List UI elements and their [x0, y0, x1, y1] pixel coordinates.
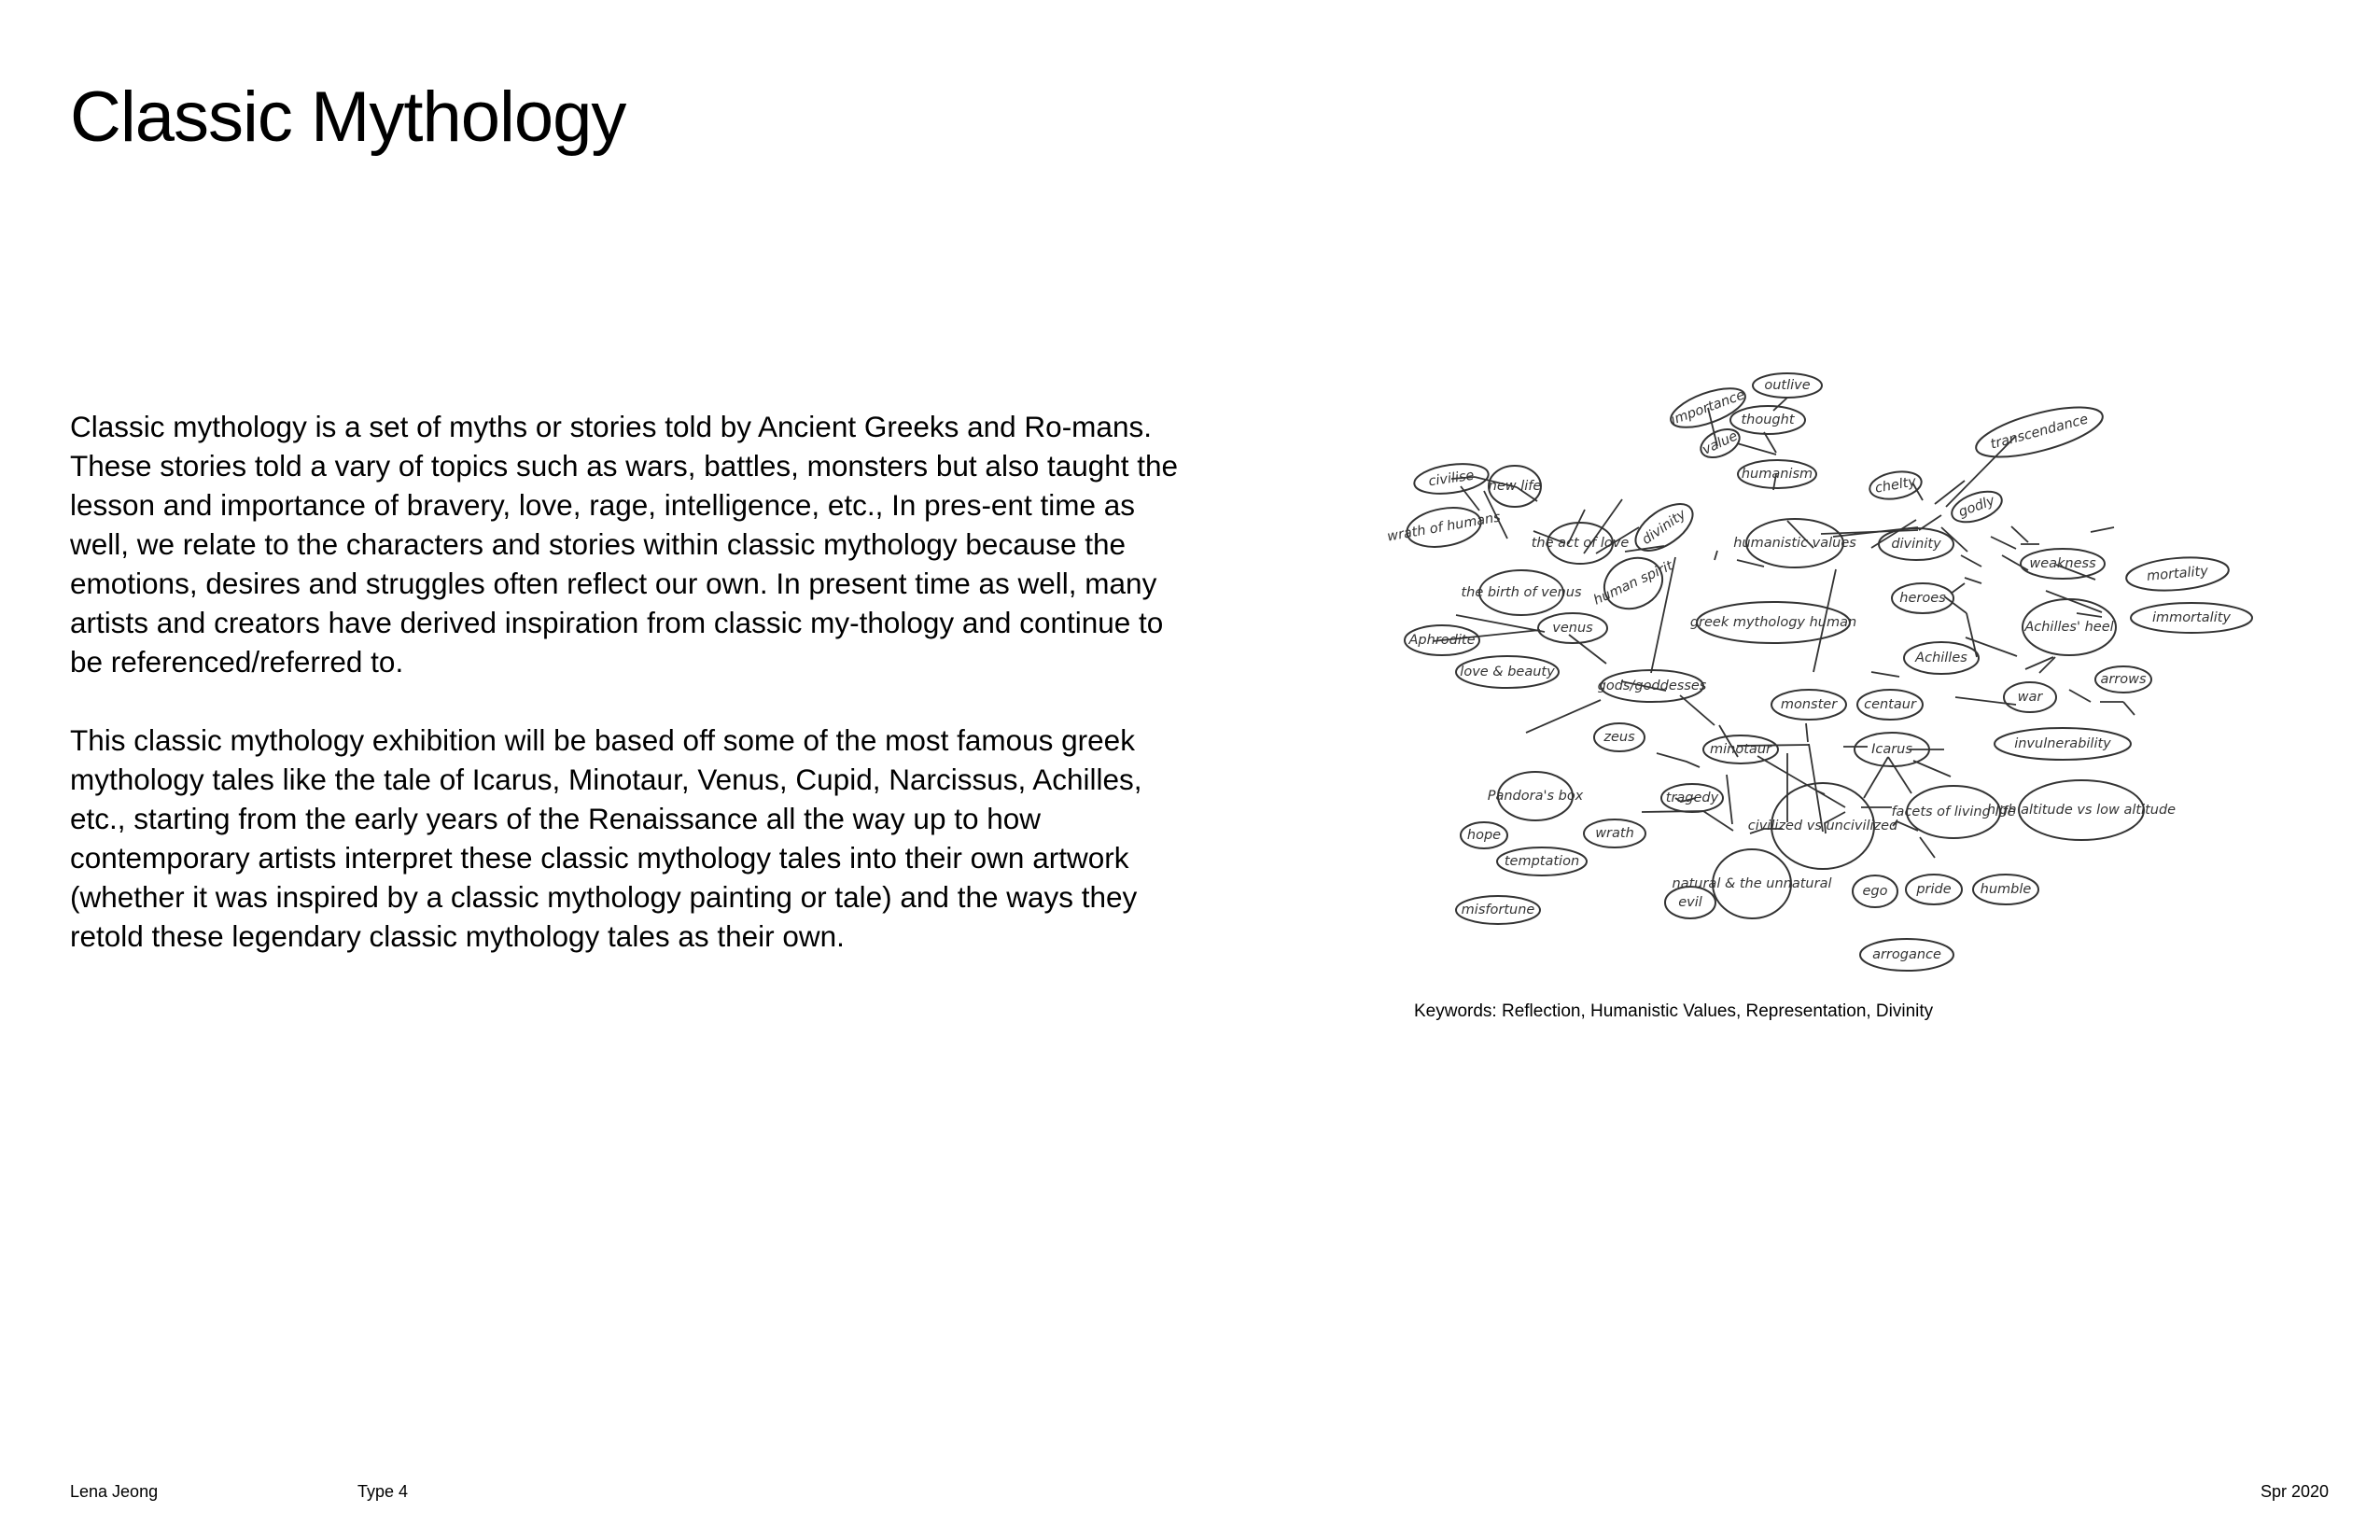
- mind-map-node: [1906, 875, 1962, 904]
- intro-paragraph: Classic mythology is a set of myths or stories told by Ancient Greeks and Ro-mans. These stories told a vary of topics such as wars, battles, monsters but also taught the lesson and importance of bravery, love, rage, intelligence, etc., In pres-ent time as well, we relate to the characters and stories within classic mythology because the emotions, desires and struggles often reflect our own. In present time as well, many artists and creators have derived inspiration from classic my-thology and continue to be referenced/referred to.: [70, 410, 1179, 679]
- node-label: value: [1700, 428, 1741, 458]
- node-label: divinity: [1639, 507, 1689, 548]
- node-label: heroes: [1899, 591, 1946, 606]
- node-label: new life: [1488, 479, 1542, 494]
- footer-course: Type 4: [357, 1482, 409, 1501]
- node-label: the act of love: [1531, 536, 1630, 551]
- mind-map-node: [1738, 460, 1816, 488]
- mind-map-node: [2023, 599, 2116, 655]
- mind-map-node: [2095, 666, 2151, 693]
- node-label: centaur: [1864, 697, 1916, 712]
- node-label: invulnerability: [2014, 736, 2111, 751]
- node-label: civilise: [1427, 468, 1476, 490]
- footer-author: Lena Jeong: [70, 1482, 159, 1501]
- mind-map-node: [1594, 723, 1645, 751]
- mind-map-node: [1853, 875, 1897, 907]
- mind-map-node: [1461, 822, 1507, 848]
- node-label: Icarus: [1871, 742, 1912, 757]
- node-label: ego: [1862, 884, 1888, 899]
- footer-term: Spr 2020: [2260, 1482, 2329, 1501]
- node-label: minotaur: [1710, 742, 1771, 757]
- mind-map-node: [1987, 780, 2176, 840]
- node-label: thought: [1741, 413, 1795, 427]
- mind-map-node: [1591, 549, 1676, 618]
- mind-map-node: [1733, 519, 1856, 567]
- node-label: evil: [1678, 895, 1702, 910]
- mind-map-node: [1584, 819, 1645, 847]
- node-label: misfortune: [1461, 903, 1535, 917]
- mind-map-node: [1405, 625, 1479, 655]
- mind-map-node: [1748, 783, 1898, 869]
- node-label: Achilles: [1915, 651, 1967, 665]
- mind-map-node: [1995, 728, 2131, 760]
- mind-map-node: [1892, 583, 1953, 613]
- mind-map-node: [1412, 460, 1490, 498]
- mind-map-node: [2125, 553, 2231, 594]
- node-label: wrath of humans: [1386, 510, 1502, 545]
- mind-map-node: [1730, 406, 1805, 434]
- mind-map-node: [1973, 875, 2038, 904]
- mind-map-node: [1948, 485, 2006, 527]
- mind-map-node: [1879, 528, 1953, 560]
- node-label: hope: [1466, 828, 1502, 843]
- mind-map-node: [1456, 896, 1540, 924]
- node-label: mortality: [2146, 564, 2209, 584]
- node-label: chelty: [1873, 474, 1918, 497]
- mind-map-node: [1771, 690, 1846, 720]
- node-label: zeus: [1603, 730, 1635, 745]
- exhibition-paragraph: This classic mythology exhibition will be based off some of the most famous greek mythology tales like the tale of Icarus, Minotaur, Venus, Cupid, Narcissus, Achilles, etc., starting from the early years of the Renaissance all the way up to how contemporary artists interpret these classic mythology tales into their own artwork (whether it was inspired by a classic mythology painting or tale) and the ways they retold these legendary classic mythology tales as their own.: [70, 723, 1142, 953]
- node-label: war: [2017, 690, 2043, 705]
- node-label: temptation: [1504, 854, 1580, 869]
- node-label: natural & the unnatural: [1672, 876, 1832, 891]
- node-label: high altitude vs low altitude: [1986, 803, 2177, 818]
- node-label: outlive: [1764, 378, 1811, 393]
- mind-map-node: [1690, 602, 1856, 643]
- mind-map-node: [1666, 381, 1750, 436]
- node-label: arrogance: [1872, 947, 1941, 962]
- node-label: pride: [1916, 882, 1952, 897]
- mind-map-node: [1661, 784, 1723, 812]
- node-label: Achilles' heel: [2024, 620, 2114, 635]
- mind-map-node: [1857, 690, 1923, 720]
- keywords-caption: Keywords: Reflection, Humanistic Values, Representation, Divinity: [1414, 1001, 1934, 1021]
- mind-map-node: [1697, 424, 1744, 463]
- node-label: humble: [1980, 882, 2032, 897]
- body-text: [70, 407, 1190, 995]
- node-label: gods/goddesses: [1597, 679, 1707, 693]
- node-label: the birth of venus: [1461, 585, 1582, 600]
- node-label: Pandora's box: [1487, 789, 1584, 804]
- mind-map-node: [1860, 939, 1953, 971]
- mind-map-node: [1598, 670, 1707, 702]
- mind-map-node: [1868, 468, 1924, 502]
- node-label: humanism: [1741, 467, 1813, 482]
- mind-map-node: [1532, 523, 1630, 564]
- node-label: divinity: [1891, 537, 1941, 552]
- mind-map: [1386, 350, 2263, 985]
- node-label: Aphrodite: [1408, 633, 1476, 648]
- mind-map-node: [1461, 570, 1582, 615]
- mind-map-node: [1665, 887, 1715, 918]
- mind-map-node: [1489, 466, 1542, 507]
- node-label: venus: [1552, 621, 1593, 636]
- node-label: greek mythology human: [1689, 615, 1857, 630]
- node-label: love & beauty: [1460, 665, 1555, 679]
- node-label: monster: [1780, 697, 1838, 712]
- node-label: importance: [1669, 387, 1747, 428]
- mind-map-node: [1456, 656, 1559, 688]
- node-label: civilized vs uncivilized: [1747, 819, 1898, 833]
- mind-map-node: [1488, 772, 1584, 820]
- mind-map-node: [1753, 373, 1822, 398]
- mind-map-nodes: [1386, 373, 2252, 971]
- mind-map-node: [2131, 603, 2252, 633]
- node-label: tragedy: [1665, 791, 1719, 805]
- node-label: wrath: [1595, 826, 1634, 841]
- mind-map-node: [1497, 847, 1587, 875]
- mind-map-node: [1971, 398, 2107, 468]
- node-label: human spirit: [1591, 558, 1675, 609]
- node-label: humanistic values: [1733, 536, 1856, 551]
- node-label: transcendance: [1988, 412, 2091, 453]
- mind-map-node: [2021, 549, 2105, 579]
- mind-map-node: [1703, 735, 1778, 763]
- mind-map-node: [2004, 682, 2056, 712]
- node-label: arrows: [2100, 672, 2147, 687]
- node-label: godly: [1956, 493, 1997, 521]
- mind-map-node: [1904, 642, 1979, 674]
- mind-map-node: [1386, 502, 1502, 552]
- node-label: weakness: [2029, 556, 2096, 571]
- node-label: immortality: [2151, 610, 2232, 625]
- node-label: facets of living life: [1891, 805, 2016, 819]
- page-title: Classic Mythology: [70, 77, 626, 157]
